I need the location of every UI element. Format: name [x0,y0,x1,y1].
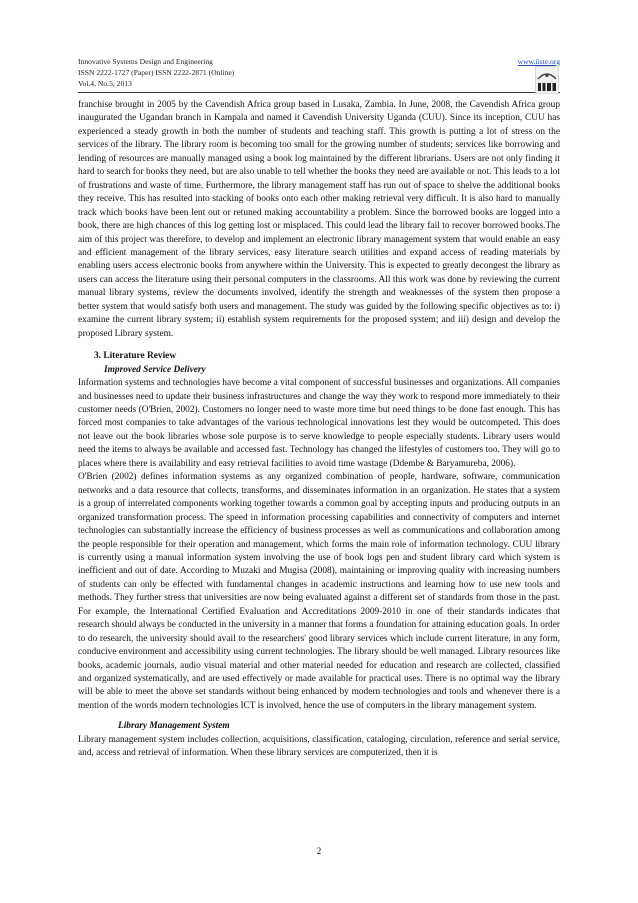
paragraph-obrien-definition: O'Brien (2002) defines information systems as any organized combination of people, hardware, software, communication networks and a data resource that collects, transforms, and disseminates information in an organization. He states that a system is a group of interrelated components working together towards a common goal by accepting inputs and producing outputs in an organized transformation process. The speed in information processing capabilities and connectivity of computers and internet technologies can substantially increase the efficiency of business processes as well as communications and collaboration among the people responsible for their operation and management, which forms the main role of information technology. CUU library is currently using a manual information system involving the use of book logs pen and student library card which system is inefficient and out of date. According to Muzaki and Mugisa (2008), maintaining or improving quality with increasing numbers of students can only be effected with fundamental changes in academic instructions and learning how to use new tools and methods. They further stress that universities are now being evaluated against a different set of standards from those in the past. For example, the International Certified Evaluation and Accreditations 2009-2010 in one of their standards indicates that research should always be conducted in the university in a manner that forms a foundation for attaining education goals. In order to do research, the university should avail to the researchers' good library services which include current literature, in any form, conducive environment and accessibility using current technologies. The library should be well managed. Library resources like books, academic journals, audio visual material and other material needed for education and research are collected, classified and organized systematically, and are used effectively or made available for practical uses. There is no optimal way the library will be able to meet the above set standards without being enhanced by modern technologies and tools and whenever there is a mention of the words modern technologies ICT is involved, hence the use of computers in the library management system. [78,472,560,711]
subheading-improved-service-delivery: Improved Service Delivery [104,364,206,375]
issn-line: ISSN 2222-1727 (Paper) ISSN 2222-2871 (Online) [78,68,235,77]
paragraph-information-systems: Information systems and technologies have become a vital component of successful businesses and organizations. All companies and businesses need to update their business infrastructures and change the way they work to respond more immediately to their customer needs (O'Brien, 2002). Customers no longer need to waste more time but need things to be done fast enough. This has forced most companies to take advantages of the various technological innovations lest they would be outcompeted. This does not leave out the book libraries whose sole purpose is to serve knowledge to people especially students. Library users would need the items to always be available and accessed fast. Technology has changed the lifestyles of customers too. They will go to places where there is availability and easy retrieval facilities to avoid time wastage (Ddembe & Baryamureba, 2006). [78,378,560,469]
section-heading-literature-review: 3. Literature Review [94,351,177,362]
journal-url-link[interactable]: www.iiste.org [517,57,560,66]
header-divider [78,92,560,93]
volume-line: Vol.4, No.5, 2013 [78,79,132,88]
iiste-logo-icon [535,66,559,94]
page-header [78,56,560,89]
subheading-library-management-system: Library Management System [118,721,230,732]
paragraph-library-management: Library management system includes collection, acquisitions, classification, cataloging, circulation, reference and serial service, and, access and retrieval of information. When these library services are computerized, then it is [78,734,560,759]
journal-name: Innovative Systems Design and Engineering [78,57,213,66]
paragraph-intro-continued: franchise brought in 2005 by the Cavendish Africa group based in Lusaka, Zambia. In June, 2008, the Cavendish Africa group inaugurated the Ugandan branch in Kampala and named it Cavendish University Uganda (CUU). Since its inception, CUU has experienced a steady growth in both the number of students and teaching staff. This growth is putting a lot of stress on the services of the library. The library room is becoming too small for the growing number of students; services like borrowing and lending of resources are manually managed using a book log maintained by the different librarians. Users are not only finding it hard to search for books they need, but are also unable to tell whether the books they need are available or not. This leads to a lot of frustrations and waste of time. Furthermore, the library management staff has run out of space to shelve the additional books they receive. This has resulted into stacking of books onto each other making retrieval very difficult. It is also hard to manually track which books have been lent out or retuned making accountability a problem. Since the borrowed books are logged into a book, there are high chances of this log getting lost or misplaced. This could lead the library fail to recover borrowed books.The aim of this project was therefore, to develop and implement an electronic library management system that would enable an easy and efficient management of the library services, easy literature search utilities and expand access of reading materials by enabling users access electronic books from anywhere within the University. This is expected to greatly decongest the library as users can access the literature using their personal computers in the classrooms. All this work was done by reviewing the current manual library systems, review the documents involved, identify the strength and weaknesses of the system then propose a better system that would satisfy both users and management. The study was guided by the following specific objectives as to: i) examine the current library system; ii) establish system requirements for the proposed system; and iii) design and develop the proposed Library system. [78,100,560,339]
page-content [78,99,560,761]
page-number: 2 [316,846,322,856]
